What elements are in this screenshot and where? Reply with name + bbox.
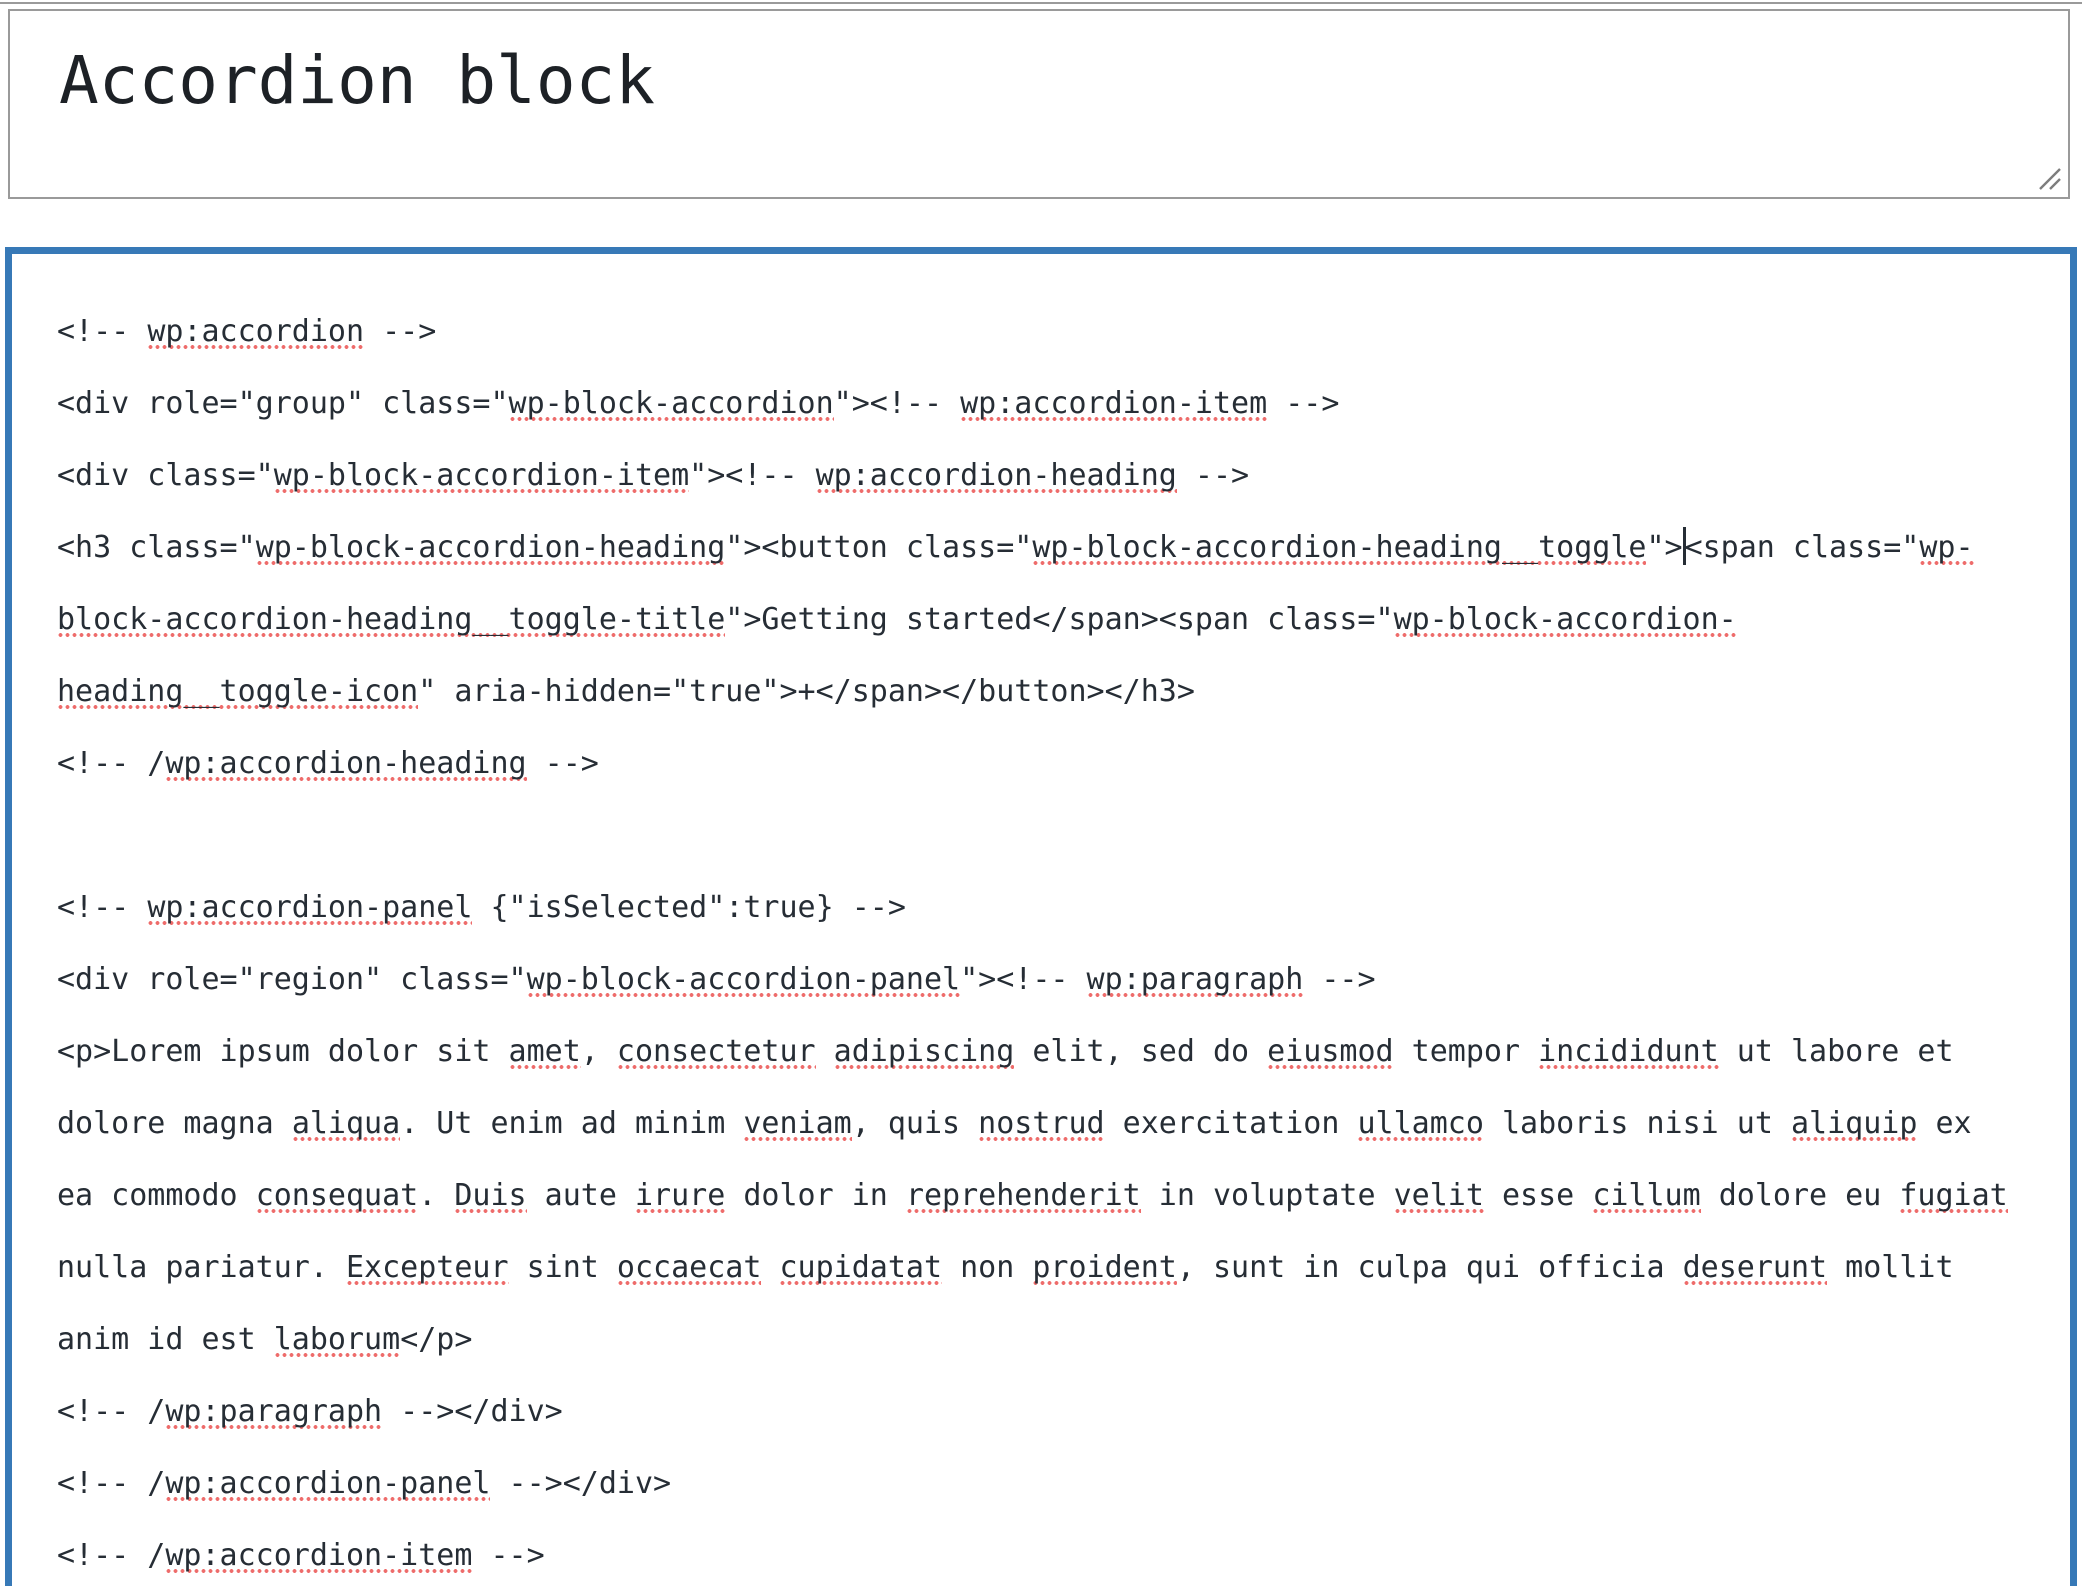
code-line (57, 1160, 2050, 1232)
misspelled-token: cillum (1592, 1178, 1701, 1213)
code-line (57, 1520, 2050, 1586)
code-token (761, 1250, 779, 1285)
code-token: , (580, 1034, 617, 1069)
code-line (57, 944, 2050, 1016)
block-title-textarea[interactable] (8, 9, 2070, 199)
code-token: nulla pariatur. (57, 1250, 346, 1285)
misspelled-token: heading__toggle-icon (57, 674, 419, 709)
code-token: <div role="region" class=" (57, 962, 527, 997)
code-token: "><button class=" (725, 530, 1033, 565)
misspelled-token: wp-block-accordion- (1393, 602, 1737, 637)
code-line (57, 1232, 2050, 1304)
code-token: "> (1646, 530, 1683, 565)
misspelled-token: Duis (454, 1178, 527, 1213)
code-token: " aria-hidden="true">+</span></button></h3> (418, 674, 1195, 709)
code-token: "><!-- (833, 386, 961, 421)
code-line (57, 1376, 2050, 1448)
misspelled-token: aliquip (1790, 1106, 1918, 1141)
code-token: --> (1176, 458, 1250, 493)
code-token: . Ut enim ad minim (400, 1106, 744, 1141)
misspelled-token: wp:paragraph (165, 1394, 383, 1429)
code-line (57, 368, 2050, 440)
misspelled-token: eiusmod (1267, 1034, 1394, 1069)
code-token: esse (1483, 1178, 1593, 1213)
misspelled-token: wp-block-accordion-heading (255, 530, 726, 565)
code-token: <span class=" (1684, 530, 1920, 565)
code-line (57, 584, 2050, 656)
code-token: --></div> (490, 1466, 672, 1501)
code-token: --> (472, 1538, 545, 1573)
misspelled-token: laborum (273, 1322, 401, 1357)
code-token: --> (526, 746, 599, 781)
code-line (57, 1304, 2050, 1376)
code-token: <div role="group" class=" (57, 386, 509, 421)
code-token: --></div> (382, 1394, 563, 1429)
misspelled-token: incididunt (1538, 1034, 1719, 1069)
code-token: <p>Lorem ipsum dolor sit (57, 1034, 509, 1069)
misspelled-token: wp:accordion-panel (147, 890, 473, 925)
misspelled-token: ullamco (1357, 1106, 1484, 1141)
code-token: tempor (1393, 1034, 1539, 1069)
misspelled-token: block-accordion-heading__toggle-title (57, 602, 726, 637)
code-token: dolore eu (1700, 1178, 1900, 1213)
misspelled-token: wp:paragraph (1086, 962, 1304, 997)
misspelled-token: nostrud (978, 1106, 1105, 1141)
code-token: </p> (400, 1322, 473, 1357)
code-token: ">Getting started</span><span class=" (725, 602, 1394, 637)
code-token: <!-- / (57, 1394, 166, 1429)
code-line (57, 1016, 2050, 1088)
misspelled-token: aliqua (291, 1106, 401, 1141)
code-token: <!-- (57, 314, 148, 349)
code-token: in voluptate (1140, 1178, 1394, 1213)
code-line (57, 800, 2050, 872)
misspelled-token: amet (508, 1034, 581, 1069)
misspelled-token: wp:accordion-heading (815, 458, 1177, 493)
misspelled-token: wp-block-accordion (508, 386, 834, 421)
textarea-resize-grip-icon[interactable] (2037, 166, 2063, 192)
code-token: <!-- (57, 890, 148, 925)
code-token: <!-- / (57, 1466, 166, 1501)
code-token: --> (364, 314, 437, 349)
code-token: sint (508, 1250, 617, 1285)
code-token: {"isSelected":true} --> (472, 890, 906, 925)
code-token: ex (1917, 1106, 1972, 1141)
misspelled-token: wp-block-accordion-heading__toggle (1032, 530, 1647, 565)
misspelled-token: wp:accordion (147, 314, 365, 349)
code-line (57, 1448, 2050, 1520)
code-token: ea commodo (57, 1178, 256, 1213)
code-line (57, 512, 2050, 584)
code-token: laboris nisi ut (1483, 1106, 1791, 1141)
code-token: . (418, 1178, 455, 1213)
misspelled-token: wp- (1919, 530, 1974, 565)
misspelled-token: cupidatat (779, 1250, 943, 1285)
code-token: non (942, 1250, 1033, 1285)
code-token: dolor in (725, 1178, 906, 1213)
code-line (57, 440, 2050, 512)
code-lines (12, 254, 2070, 1586)
misspelled-token: proident (1032, 1250, 1177, 1285)
code-token: <h3 class=" (57, 530, 256, 565)
top-divider (0, 2, 2082, 4)
misspelled-token: veniam (743, 1106, 852, 1141)
code-token: aute (526, 1178, 635, 1213)
misspelled-token: consequat (255, 1178, 419, 1213)
code-line (57, 728, 2050, 800)
code-token: <!-- / (57, 1538, 166, 1573)
code-token: "><!-- (960, 962, 1087, 997)
code-token: mollit (1827, 1250, 1954, 1285)
misspelled-token: wp:accordion-item (165, 1538, 473, 1573)
code-line (57, 296, 2050, 368)
code-token: , sunt in culpa qui officia (1176, 1250, 1683, 1285)
misspelled-token: wp-block-accordion-panel (526, 962, 961, 997)
misspelled-token: consectetur (616, 1034, 816, 1069)
block-markup-textarea[interactable] (5, 247, 2077, 1586)
code-token: <!-- / (57, 746, 166, 781)
misspelled-token: fugiat (1899, 1178, 2008, 1213)
code-line (57, 1088, 2050, 1160)
misspelled-token: deserunt (1682, 1250, 1828, 1285)
misspelled-token: Excepteur (345, 1250, 509, 1285)
misspelled-token: velit (1393, 1178, 1484, 1213)
code-token (816, 1034, 834, 1069)
misspelled-token: adipiscing (833, 1034, 1015, 1069)
code-token: dolore magna (57, 1106, 292, 1141)
code-token: anim id est (57, 1322, 274, 1357)
code-token: ut labore et (1718, 1034, 1954, 1069)
misspelled-token: wp:accordion-item (960, 386, 1268, 421)
code-token: "><!-- (689, 458, 816, 493)
misspelled-token: occaecat (616, 1250, 762, 1285)
code-line (57, 872, 2050, 944)
code-token: --> (1303, 962, 1376, 997)
code-line (57, 656, 2050, 728)
misspelled-token: reprehenderit (905, 1178, 1141, 1213)
misspelled-token: wp:accordion-panel (165, 1466, 491, 1501)
code-token: , quis (851, 1106, 979, 1141)
code-token: exercitation (1104, 1106, 1358, 1141)
code-token: <div class=" (57, 458, 274, 493)
code-token: elit, sed do (1014, 1034, 1268, 1069)
misspelled-token: wp:accordion-heading (165, 746, 527, 781)
block-title-value: Accordion block (59, 42, 656, 119)
misspelled-token: wp-block-accordion-item (273, 458, 690, 493)
code-token: --> (1267, 386, 1340, 421)
misspelled-token: irure (635, 1178, 726, 1213)
